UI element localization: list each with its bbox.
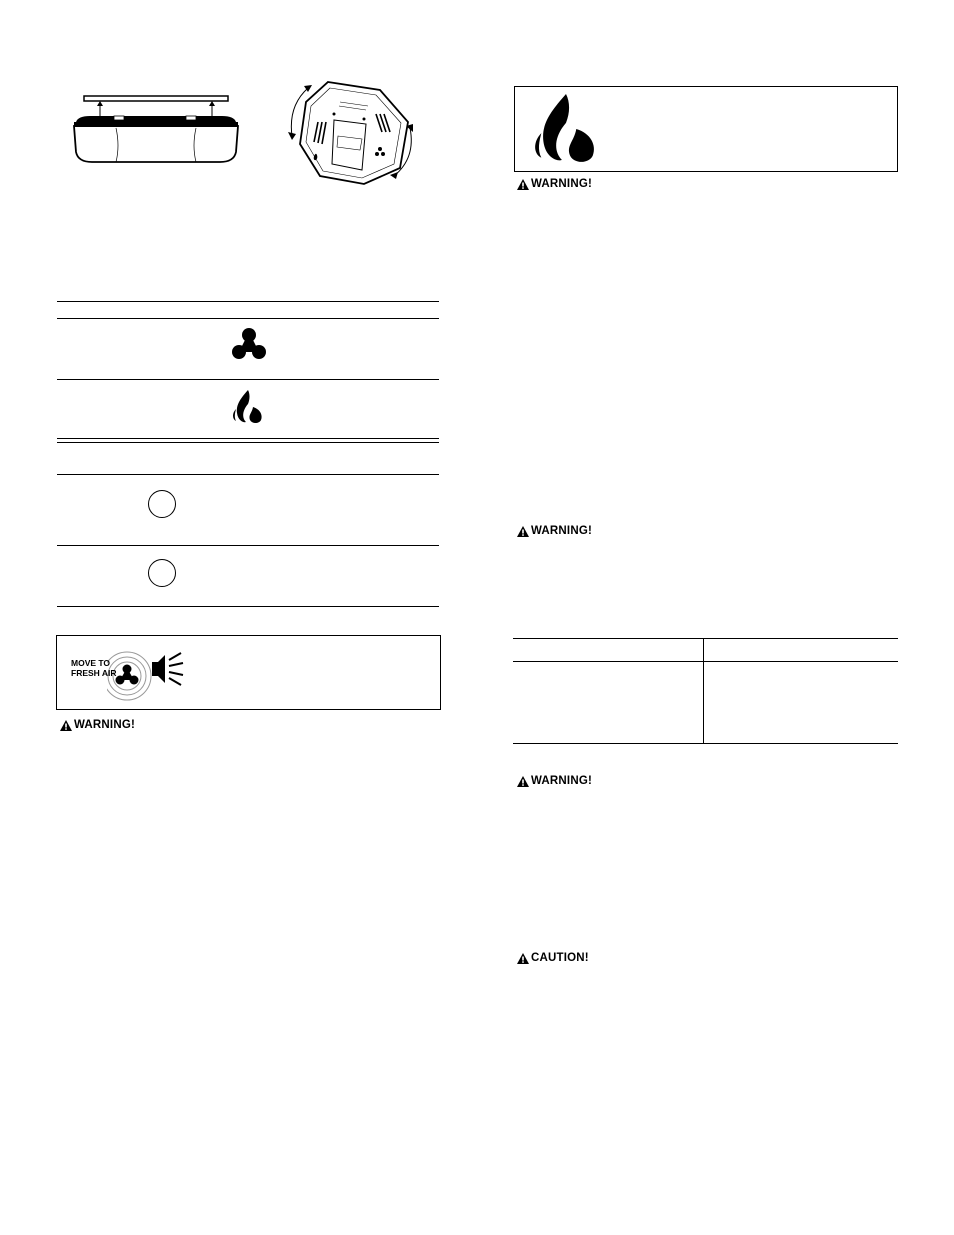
right-warning-heading-2 (517, 525, 592, 537)
warning-triangle-icon (60, 720, 72, 731)
left-warning-heading (60, 719, 135, 731)
table-rule (57, 545, 439, 546)
alarm-side-view-illustration (70, 92, 242, 168)
flame-icon (230, 389, 266, 425)
circle-indicator-icon (148, 559, 176, 587)
table-rule (57, 438, 439, 439)
right-caution-heading (517, 952, 589, 964)
table-rule (513, 638, 898, 639)
warning-triangle-icon (517, 179, 529, 190)
fresh-air-label-line2: FRESH AIR (71, 668, 117, 678)
warning-text: WARNING! (74, 719, 136, 731)
table-rule (57, 606, 439, 607)
right-warning-heading-1 (517, 178, 592, 190)
table-rule (57, 442, 439, 443)
table-rule (57, 318, 439, 319)
warning-text: WARNING! (531, 775, 593, 787)
flame-icon (529, 91, 603, 167)
caution-text: CAUTION! (531, 952, 589, 964)
table-rule (57, 301, 439, 302)
alarm-top-view-illustration (282, 76, 422, 188)
table-rule (57, 379, 439, 380)
circle-indicator-icon (148, 490, 176, 518)
warning-text: WARNING! (531, 178, 593, 190)
warning-text: WARNING! (531, 525, 593, 537)
fresh-air-label-line1: MOVE TO (71, 658, 111, 668)
carbon-monoxide-icon (231, 326, 267, 362)
table-rule (513, 661, 898, 662)
right-warning-heading-3 (517, 775, 592, 787)
table-rule (57, 474, 439, 475)
warning-triangle-icon (517, 776, 529, 787)
fire-symbol-box (514, 86, 898, 172)
table-rule (513, 743, 898, 744)
speaker-icon (151, 650, 185, 690)
table-column-divider (703, 638, 704, 743)
fresh-air-notice-box (56, 635, 441, 710)
warning-triangle-icon (517, 526, 529, 537)
warning-triangle-icon (517, 953, 529, 964)
